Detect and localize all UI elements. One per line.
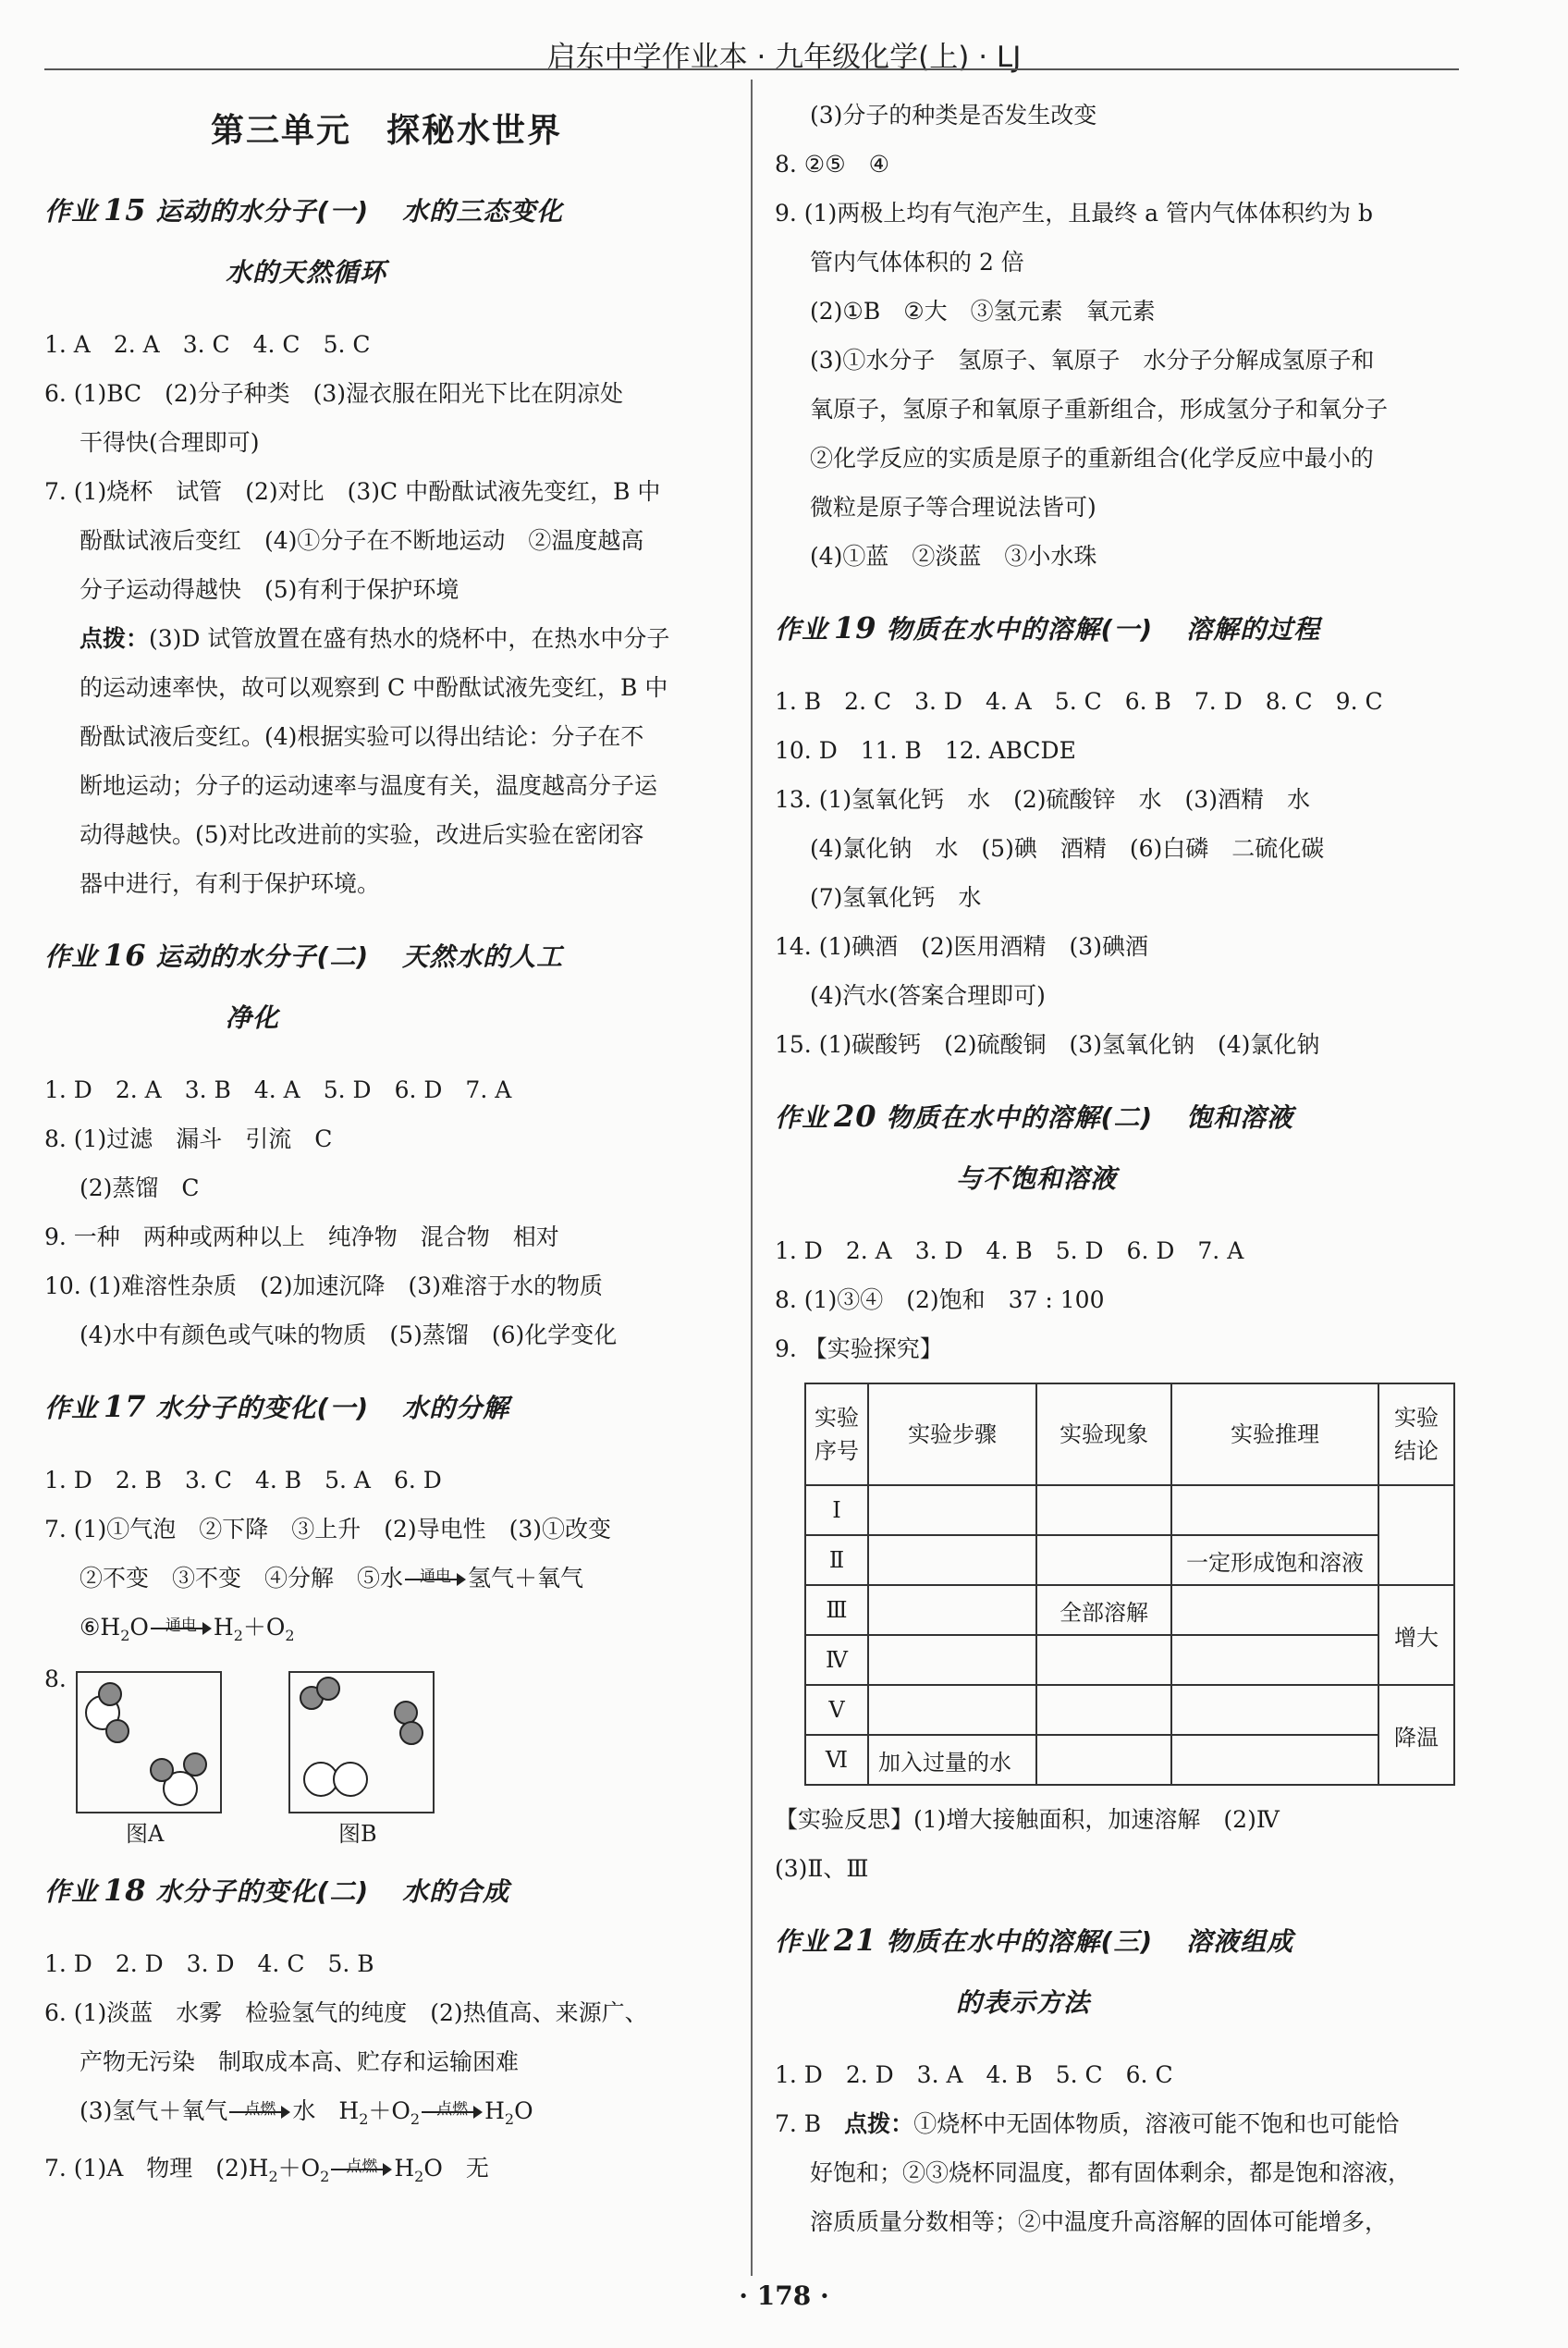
- unit-title: 第三单元 探秘水世界: [210, 112, 562, 150]
- table-header-cell: 实验步骤: [868, 1383, 1036, 1485]
- answer-line: (3)①水分子 氢原子、氧原子 水分子分解成氢原子和: [810, 347, 1375, 374]
- answer-line: (4)水中有颜色或气味的物质 (5)蒸馏 (6)化学变化: [80, 1322, 618, 1348]
- hw-label: 作业: [775, 1926, 829, 1957]
- answer-line: 9. (1)两极上均有气泡产生，且最终 a 管内气体体积约为 b: [775, 200, 1373, 227]
- answer-line: (2)①B ②大 ③氢元素 氧元素: [810, 298, 1156, 325]
- table-cell: Ⅱ: [805, 1535, 868, 1585]
- answer-line: 7. (1)①气泡 ②下降 ③上升 (2)导电性 (3)①改变: [44, 1516, 612, 1543]
- hydrogen-atom-icon: [98, 1682, 122, 1706]
- answer-line: 13. (1)氢氧化钙 水 (2)硫酸锌 水 (3)酒精 水: [775, 786, 1310, 813]
- answer-line: 10. (1)难溶性杂质 (2)加速沉降 (3)难溶于水的物质: [44, 1272, 603, 1299]
- subscript: 2: [233, 1627, 243, 1644]
- formula-text: O: [129, 1614, 149, 1641]
- hw17-title: [44, 1376, 729, 1439]
- hw-subtopic: 天然水的人工: [402, 941, 564, 972]
- hydrogen-atom-icon: [399, 1721, 423, 1745]
- answer-line: 8. (1)③④ (2)饱和 37 : 100: [775, 1286, 1105, 1313]
- hw-number: 19: [834, 610, 877, 645]
- hydrogen-atom-icon: [150, 1758, 174, 1782]
- hw-number: 16: [104, 938, 147, 973]
- tip-line: 溶质质量分数相等；②中温度升高溶解的固体可能增多，: [810, 2208, 1389, 2235]
- answer-line: 10. D 11. B 12. ABCDE: [775, 737, 1076, 764]
- reaction-arrow: [420, 2095, 484, 2122]
- answer-line: 干得快(合理即可): [80, 429, 260, 456]
- table-cell: Ⅵ: [805, 1735, 868, 1785]
- formula-text: H: [484, 2097, 505, 2124]
- subscript: 2: [359, 2110, 369, 2128]
- table-cell: Ⅴ: [805, 1685, 868, 1735]
- answer-line: (3)分子的种类是否发生改变: [810, 102, 1097, 129]
- hw-label: 作业: [44, 1393, 99, 1423]
- arrow-condition: 点燃: [436, 2100, 469, 2119]
- header-title: 启东中学作业本 · 九年级化学(上) · LJ: [546, 41, 1022, 74]
- equation-line: [44, 1554, 729, 1603]
- answer-line: 酚酞试液后变红 (4)①分子在不断地运动 ②温度越高: [80, 527, 644, 554]
- table-header-row: [805, 1383, 1454, 1485]
- answer-line: (4)氯化钠 水 (5)碘 酒精 (6)白磷 二硫化碳: [810, 835, 1325, 862]
- table-cell: [1171, 1585, 1378, 1635]
- hw-subtopic: 饱和溶液: [1186, 1102, 1294, 1133]
- hw-label: 作业: [44, 941, 99, 972]
- figure-a-box: [76, 1671, 222, 1813]
- hw18-title: [44, 1860, 729, 1923]
- tip-line: 酚酞试液后变红。(4)根据实验可以得出结论：分子在不: [80, 723, 644, 750]
- answer-line: 1. D 2. B 3. C 4. B 5. A 6. D: [44, 1467, 442, 1494]
- tip-line: 的运动速率快，故可以观察到 C 中酚酞试液先变红，B 中: [80, 674, 668, 701]
- table-cell: 一定形成饱和溶液: [1171, 1535, 1378, 1585]
- equation-line: [44, 2086, 729, 2144]
- answer-line: 1. D 2. A 3. D 4. B 5. D 6. D 7. A: [775, 1237, 1244, 1264]
- table-cell: 增大: [1378, 1585, 1454, 1685]
- tip-line: 动得越快。(5)对比改进前的实验，改进后实验在密闭容: [80, 821, 644, 848]
- answer-line: 9. 【实验探究】: [775, 1335, 943, 1362]
- hw16-title: [44, 925, 729, 988]
- hw-subtopic: 水的分解: [402, 1393, 510, 1423]
- hw-label: 作业: [44, 1876, 99, 1907]
- hw19-title: [775, 597, 1466, 660]
- hw-topic: 水分子的变化(二): [155, 1876, 370, 1907]
- answer-line: 1. D 2. D 3. A 4. B 5. C 6. C: [775, 2061, 1173, 2088]
- table-header-cell: 实验推理: [1171, 1383, 1378, 1485]
- answer-line: (7)氢氧化钙 水: [810, 884, 982, 911]
- answer-line: (4)汽水(答案合理即可): [810, 982, 1046, 1009]
- hw-subtopic: 水的三态变化: [402, 196, 564, 227]
- answer-line: 1. D 2. A 3. B 4. A 5. D 6. D 7. A: [44, 1076, 512, 1103]
- hw20-title: [775, 1086, 1466, 1149]
- hw-topic: 物质在水中的溶解(二): [886, 1102, 1154, 1133]
- formula-text: O 无: [423, 2155, 489, 2182]
- tip-line: 好饱和；②③烧杯同温度，都有固体剩余，都是饱和溶液，: [810, 2159, 1412, 2186]
- arrow-condition: 点燃: [244, 2100, 276, 2119]
- table-cell: Ⅲ: [805, 1585, 868, 1635]
- column-divider: [751, 80, 753, 2276]
- equation-line: [44, 2144, 729, 2201]
- formula-text: ⑥H: [80, 1614, 121, 1641]
- header-text: 结论: [1394, 1438, 1439, 1464]
- answer-line: 15. (1)碳酸钙 (2)硫酸铜 (3)氢氧化钠 (4)氯化钠: [775, 1031, 1320, 1058]
- header-text: 序号: [815, 1438, 859, 1464]
- answer-line: 微粒是原子等合理说法皆可): [810, 494, 1096, 521]
- hw-label: 作业: [775, 1102, 829, 1133]
- molecule-figure: [44, 1660, 729, 1860]
- hw-topic: 水分子的变化(一): [155, 1393, 370, 1423]
- table-cell: [1378, 1485, 1454, 1585]
- table-cell: [868, 1485, 1036, 1535]
- formula-text: 7. (1)A 物理 (2)H: [44, 2155, 269, 2182]
- hw-label: 作业: [775, 614, 829, 645]
- answer-line: 分子运动得越快 (5)有利于保护环境: [80, 576, 459, 603]
- reaction-arrow: [403, 1562, 468, 1590]
- formula-text: O: [514, 2097, 533, 2124]
- equation-left: (3)氢气＋氧气: [80, 2097, 228, 2124]
- hw-topic: 物质在水中的溶解(一): [886, 614, 1154, 645]
- table-cell: Ⅰ: [805, 1485, 868, 1535]
- answer-line: 8. (1)过滤 漏斗 引流 C: [44, 1125, 333, 1152]
- reaction-arrow: [329, 2152, 394, 2180]
- answer-line: (2)蒸馏 C: [80, 1174, 200, 1201]
- answer-line: [775, 2099, 1466, 2148]
- formula-text: ＋O: [277, 2155, 321, 2182]
- answer-text: 7. B: [775, 2110, 845, 2137]
- figure-b-box: [288, 1671, 435, 1813]
- answer-line: (4)①蓝 ②淡蓝 ③小水珠: [810, 543, 1097, 570]
- formula-text: H: [213, 1614, 234, 1641]
- subscript: 2: [320, 2168, 330, 2185]
- table-row: [805, 1685, 1454, 1735]
- hw20-title-cont: 与不饱和溶液: [956, 1163, 1118, 1194]
- answer-line: 8. ②⑤ ④: [775, 151, 890, 178]
- table-header-cell: [1378, 1383, 1454, 1485]
- hw21-title: [775, 1910, 1466, 1973]
- answer-line: 管内气体体积的 2 倍: [810, 249, 1024, 276]
- hw15-title: [44, 179, 729, 242]
- answer-line: (3)Ⅱ、Ⅲ: [775, 1855, 869, 1882]
- tip-text: ①烧杯中无固体物质，溶液可能不饱和也可能恰: [913, 2110, 1400, 2137]
- hw-topic: 运动的水分子(一): [155, 196, 370, 227]
- formula-text: 水 H: [292, 2097, 360, 2124]
- tip-line: 断地运动；分子的运动速率与温度有关，温度越高分子运: [80, 772, 658, 799]
- hydrogen-atom-icon: [105, 1719, 129, 1743]
- hw-number: 18: [104, 1873, 147, 1908]
- experiment-table: [804, 1383, 1455, 1786]
- answer-line: 1. A 2. A 3. C 4. C 5. C: [44, 331, 371, 358]
- page-number: · 178 ·: [739, 2280, 829, 2311]
- equation-left: ②不变 ③不变 ④分解 ⑤水: [80, 1565, 404, 1592]
- table-cell: 全部溶解: [1036, 1585, 1171, 1635]
- answer-line: 9. 一种 两种或两种以上 纯净物 混合物 相对: [44, 1223, 559, 1250]
- answer-line: 14. (1)碘酒 (2)医用酒精 (3)碘酒: [775, 933, 1148, 960]
- subscript: 2: [414, 2168, 424, 2185]
- hw15-title-cont: 水的天然循环: [226, 257, 387, 288]
- answer-line: 氧原子，氢原子和氧原子重新组合，形成氢分子和氧分子: [810, 396, 1389, 423]
- table-cell: [1036, 1535, 1171, 1585]
- table-cell: [868, 1585, 1036, 1635]
- left-column: [44, 91, 729, 2201]
- table-cell: 降温: [1378, 1685, 1454, 1785]
- answer-line: 产物无污染 制取成本高、贮存和运输困难: [80, 2048, 520, 2075]
- hydrogen-atom-icon: [316, 1677, 340, 1701]
- hw-subtopic: 水的合成: [402, 1876, 510, 1907]
- table-row: [805, 1535, 1454, 1585]
- table-row: [805, 1635, 1454, 1685]
- answer-line: 1. D 2. D 3. D 4. C 5. B: [44, 1950, 374, 1977]
- hw-number: 20: [834, 1099, 877, 1134]
- hw-subtopic: 溶液组成: [1186, 1926, 1294, 1957]
- tip-label: 点拨：: [80, 625, 150, 652]
- tip-text: (3)D 试管放置在盛有热水的烧杯中，在热水中分子: [149, 625, 670, 652]
- table-header-cell: [805, 1383, 868, 1485]
- header-rule: [44, 68, 1459, 70]
- table-cell: Ⅳ: [805, 1635, 868, 1685]
- hydrogen-atom-icon: [183, 1752, 207, 1776]
- table-cell: [1171, 1735, 1378, 1785]
- hw21-title-cont: 的表示方法: [956, 1987, 1091, 2018]
- subscript: 2: [504, 2110, 515, 2128]
- answer-line: 7. (1)烧杯 试管 (2)对比 (3)C 中酚酞试液先变红，B 中: [44, 478, 661, 505]
- answer-line: 【实验反思】(1)增大接触面积，加速溶解 (2)Ⅳ: [775, 1806, 1280, 1833]
- hw-topic: 运动的水分子(二): [155, 941, 370, 972]
- oxygen-atom-icon: [333, 1762, 368, 1797]
- figure-question-number: 8.: [44, 1666, 67, 1692]
- answer-line: ②化学反应的实质是原子的重新组合(化学反应中最小的: [810, 445, 1374, 472]
- hw-subtopic: 溶解的过程: [1186, 614, 1321, 645]
- subscript: 2: [120, 1627, 130, 1644]
- answer-line: 1. B 2. C 3. D 4. A 5. C 6. B 7. D 8. C 9. C: [775, 688, 1383, 715]
- formula-text: ＋O: [242, 1614, 286, 1641]
- hw-number: 15: [104, 192, 147, 227]
- table-cell: [1171, 1635, 1378, 1685]
- table-cell: [1036, 1485, 1171, 1535]
- tip-line: [44, 614, 729, 663]
- tip-line: 器中进行，有利于保护环境。: [80, 870, 381, 897]
- table-row: [805, 1585, 1454, 1635]
- table-cell: [1036, 1635, 1171, 1685]
- arrow-condition: 点燃: [346, 2157, 378, 2176]
- arrow-condition: 通电: [165, 1617, 197, 1635]
- hw-number: 17: [104, 1389, 147, 1424]
- hw-number: 21: [834, 1923, 877, 1958]
- header-text: 实验: [815, 1405, 859, 1431]
- table-cell: [1171, 1685, 1378, 1735]
- table-cell: 加入过量的水: [868, 1735, 1036, 1785]
- table-cell: [868, 1685, 1036, 1735]
- reaction-arrow: [227, 2095, 292, 2122]
- table-cell: [1171, 1485, 1378, 1535]
- subscript: 2: [268, 2168, 278, 2185]
- hw-topic: 物质在水中的溶解(三): [886, 1926, 1154, 1957]
- answer-line: 6. (1)BC (2)分子种类 (3)湿衣服在阳光下比在阴凉处: [44, 380, 624, 407]
- subscript: 2: [410, 2110, 421, 2128]
- equation-line: [44, 1603, 729, 1660]
- table-cell: [868, 1635, 1036, 1685]
- formula-text: ＋O: [368, 2097, 410, 2124]
- table-row: [805, 1485, 1454, 1535]
- subscript: 2: [285, 1627, 295, 1644]
- table-header-cell: 实验现象: [1036, 1383, 1171, 1485]
- equation-right: 氢气＋氧气: [468, 1565, 584, 1592]
- figure-a-label: 图A: [126, 1821, 165, 1847]
- reaction-arrow: [149, 1611, 214, 1639]
- table-cell: [1036, 1685, 1171, 1735]
- hw16-title-cont: 净化: [226, 1002, 280, 1033]
- right-column: [775, 91, 1466, 2246]
- arrow-condition: 通电: [420, 1567, 452, 1586]
- header-text: 实验: [1394, 1405, 1439, 1431]
- table-row: [805, 1735, 1454, 1785]
- figure-b-label: 图B: [338, 1821, 377, 1847]
- tip-label: 点拨：: [844, 2110, 914, 2137]
- answer-line: 6. (1)淡蓝 水雾 检验氢气的纯度 (2)热值高、来源广、: [44, 1999, 648, 2026]
- table-cell: [1036, 1735, 1171, 1785]
- hw-label: 作业: [44, 196, 99, 227]
- table-cell: [868, 1535, 1036, 1585]
- formula-text: H: [394, 2155, 415, 2182]
